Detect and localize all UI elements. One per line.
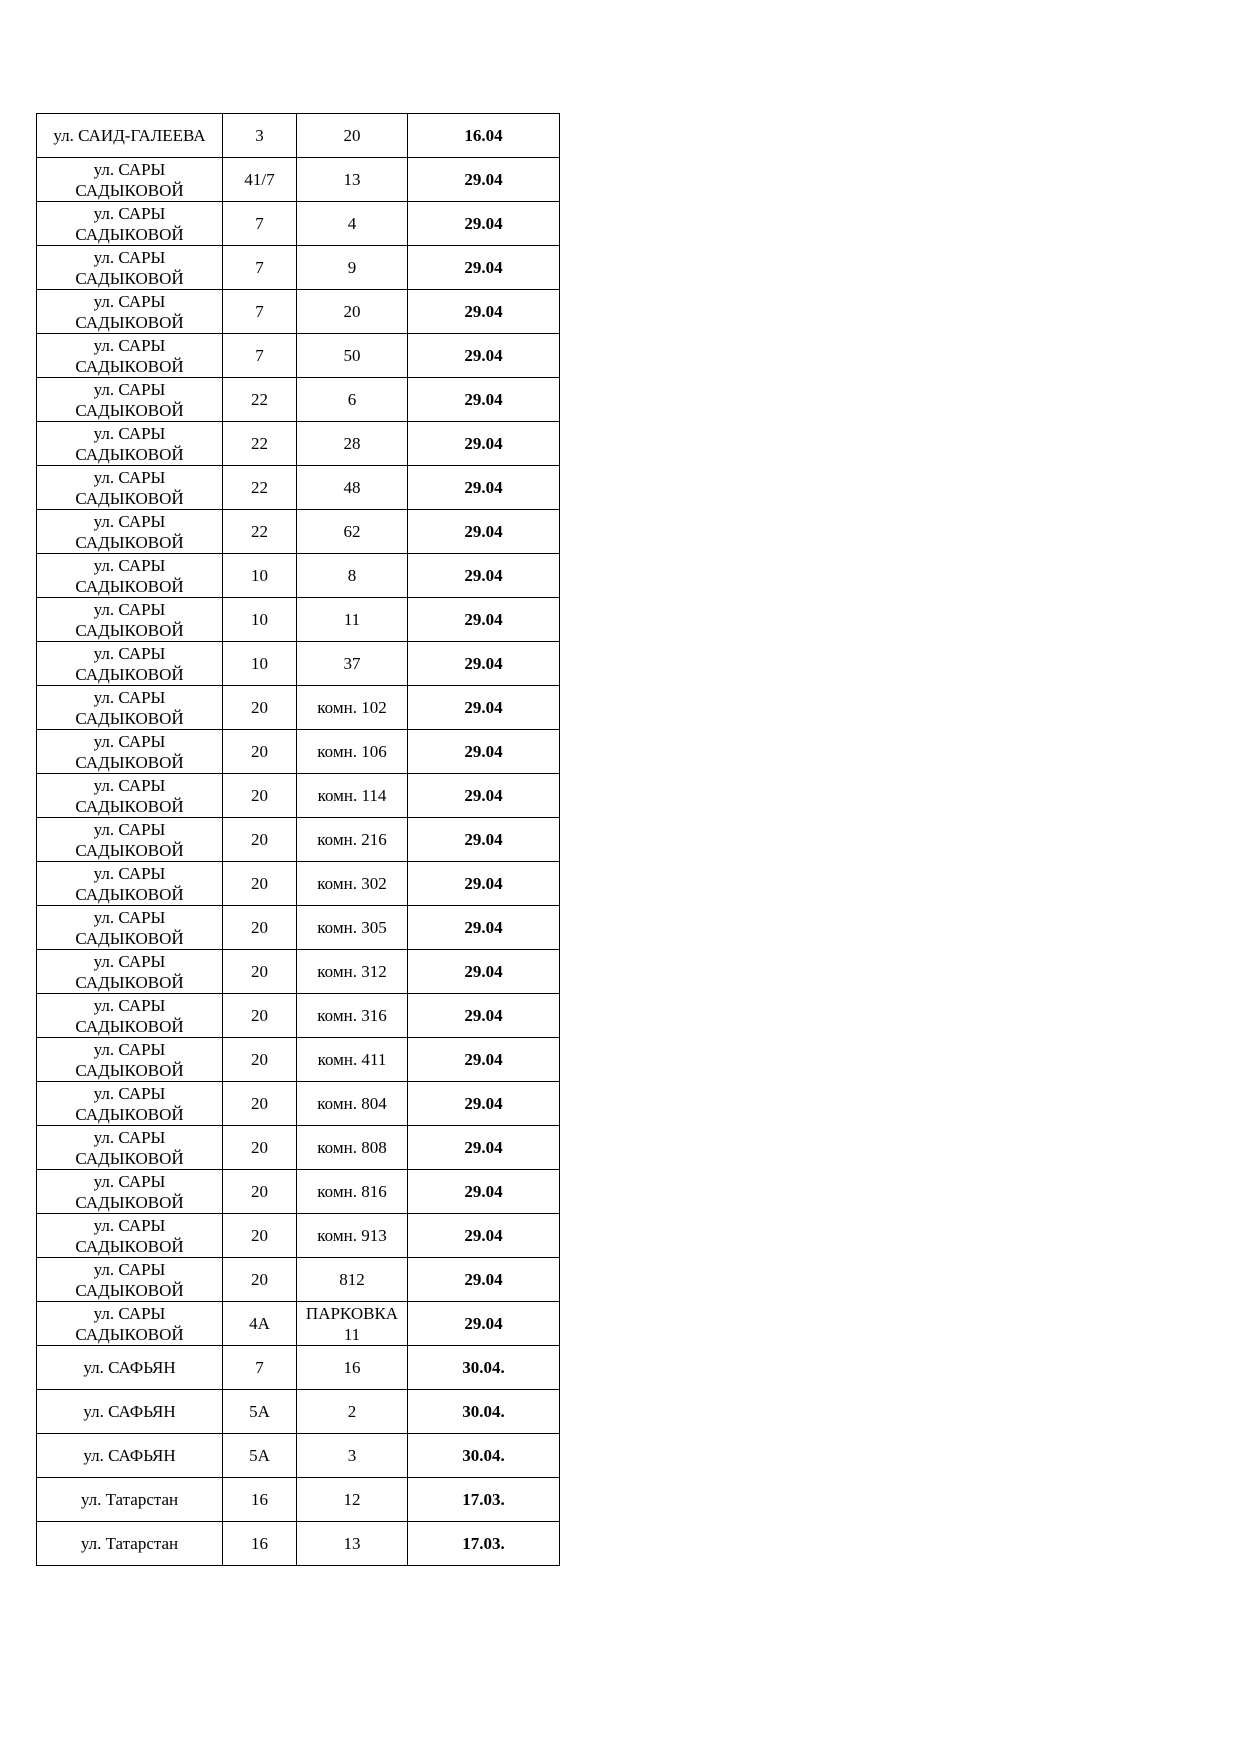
apartment-cell: 8	[297, 554, 408, 598]
apartment-cell: 37	[297, 642, 408, 686]
table-row	[37, 1302, 560, 1346]
date-cell: 29.04	[408, 906, 560, 950]
street-cell: ул. САРЫ САДЫКОВОЙ	[37, 950, 223, 994]
date-cell: 29.04	[408, 378, 560, 422]
table-row	[37, 246, 560, 290]
apartment-cell: комн. 302	[297, 862, 408, 906]
house-number-cell: 10	[223, 642, 297, 686]
apartment-cell: комн. 804	[297, 1082, 408, 1126]
street-cell: ул. САРЫ САДЫКОВОЙ	[37, 1038, 223, 1082]
apartment-cell: комн. 312	[297, 950, 408, 994]
apartment-cell: ПАРКОВКА 11	[297, 1302, 408, 1346]
street-cell: ул. САРЫ САДЫКОВОЙ	[37, 774, 223, 818]
apartment-cell: 48	[297, 466, 408, 510]
house-number-cell: 7	[223, 290, 297, 334]
date-cell: 30.04.	[408, 1346, 560, 1390]
apartment-cell: комн. 102	[297, 686, 408, 730]
date-cell: 29.04	[408, 1258, 560, 1302]
street-cell: ул. САРЫ САДЫКОВОЙ	[37, 422, 223, 466]
table-row	[37, 994, 560, 1038]
street-cell: ул. САРЫ САДЫКОВОЙ	[37, 1170, 223, 1214]
apartment-cell: 12	[297, 1478, 408, 1522]
date-cell: 29.04	[408, 334, 560, 378]
table-row	[37, 862, 560, 906]
apartment-cell: комн. 411	[297, 1038, 408, 1082]
house-number-cell: 5А	[223, 1390, 297, 1434]
apartment-cell: 20	[297, 114, 408, 158]
table-row	[37, 1082, 560, 1126]
date-cell: 29.04	[408, 290, 560, 334]
table-body	[37, 114, 560, 1566]
table-row	[37, 1214, 560, 1258]
table-row	[37, 730, 560, 774]
street-cell: ул. САРЫ САДЫКОВОЙ	[37, 1126, 223, 1170]
date-cell: 29.04	[408, 158, 560, 202]
house-number-cell: 20	[223, 818, 297, 862]
date-cell: 29.04	[408, 598, 560, 642]
apartment-cell: 6	[297, 378, 408, 422]
date-cell: 29.04	[408, 246, 560, 290]
table-row	[37, 1170, 560, 1214]
house-number-cell: 20	[223, 1258, 297, 1302]
house-number-cell: 20	[223, 686, 297, 730]
house-number-cell: 20	[223, 950, 297, 994]
date-cell: 17.03.	[408, 1478, 560, 1522]
table-row	[37, 334, 560, 378]
apartment-cell: комн. 808	[297, 1126, 408, 1170]
table-row	[37, 950, 560, 994]
table-row	[37, 774, 560, 818]
house-number-cell: 16	[223, 1522, 297, 1566]
table-row	[37, 466, 560, 510]
date-cell: 29.04	[408, 1170, 560, 1214]
apartment-cell: 28	[297, 422, 408, 466]
date-cell: 29.04	[408, 1214, 560, 1258]
apartment-cell: 9	[297, 246, 408, 290]
house-number-cell: 7	[223, 246, 297, 290]
street-cell: ул. САФЬЯН	[37, 1434, 223, 1478]
table-row	[37, 202, 560, 246]
table-row	[37, 1522, 560, 1566]
table-row	[37, 378, 560, 422]
house-number-cell: 10	[223, 554, 297, 598]
date-cell: 29.04	[408, 994, 560, 1038]
house-number-cell: 20	[223, 774, 297, 818]
table-row	[37, 510, 560, 554]
apartment-cell: комн. 913	[297, 1214, 408, 1258]
apartment-cell: 11	[297, 598, 408, 642]
table-row	[37, 1346, 560, 1390]
table-row	[37, 1390, 560, 1434]
table-row	[37, 1038, 560, 1082]
apartment-cell: 4	[297, 202, 408, 246]
table-row	[37, 1478, 560, 1522]
house-number-cell: 7	[223, 202, 297, 246]
table-row	[37, 1126, 560, 1170]
table-row	[37, 554, 560, 598]
date-cell: 29.04	[408, 642, 560, 686]
street-cell: ул. САРЫ САДЫКОВОЙ	[37, 378, 223, 422]
date-cell: 16.04	[408, 114, 560, 158]
table-row	[37, 422, 560, 466]
house-number-cell: 20	[223, 1170, 297, 1214]
date-cell: 29.04	[408, 1126, 560, 1170]
date-cell: 29.04	[408, 818, 560, 862]
house-number-cell: 7	[223, 334, 297, 378]
address-schedule-table	[36, 113, 560, 1566]
house-number-cell: 3	[223, 114, 297, 158]
house-number-cell: 41/7	[223, 158, 297, 202]
house-number-cell: 20	[223, 906, 297, 950]
street-cell: ул. САИД-ГАЛЕЕВА	[37, 114, 223, 158]
apartment-cell: 20	[297, 290, 408, 334]
apartment-cell: комн. 106	[297, 730, 408, 774]
apartment-cell: 812	[297, 1258, 408, 1302]
house-number-cell: 10	[223, 598, 297, 642]
apartment-cell: 16	[297, 1346, 408, 1390]
street-cell: ул. САРЫ САДЫКОВОЙ	[37, 906, 223, 950]
table-row	[37, 1434, 560, 1478]
date-cell: 29.04	[408, 466, 560, 510]
house-number-cell: 16	[223, 1478, 297, 1522]
apartment-cell: комн. 305	[297, 906, 408, 950]
date-cell: 17.03.	[408, 1522, 560, 1566]
house-number-cell: 20	[223, 1082, 297, 1126]
table-row	[37, 906, 560, 950]
house-number-cell: 20	[223, 1038, 297, 1082]
apartment-cell: 13	[297, 158, 408, 202]
date-cell: 29.04	[408, 202, 560, 246]
street-cell: ул. САРЫ САДЫКОВОЙ	[37, 510, 223, 554]
table-row	[37, 818, 560, 862]
street-cell: ул. САРЫ САДЫКОВОЙ	[37, 686, 223, 730]
date-cell: 29.04	[408, 1082, 560, 1126]
street-cell: ул. САРЫ САДЫКОВОЙ	[37, 334, 223, 378]
apartment-cell: 13	[297, 1522, 408, 1566]
apartment-cell: комн. 114	[297, 774, 408, 818]
apartment-cell: 50	[297, 334, 408, 378]
street-cell: ул. САРЫ САДЫКОВОЙ	[37, 1302, 223, 1346]
street-cell: ул. САРЫ САДЫКОВОЙ	[37, 598, 223, 642]
street-cell: ул. Татарстан	[37, 1522, 223, 1566]
date-cell: 29.04	[408, 422, 560, 466]
street-cell: ул. САРЫ САДЫКОВОЙ	[37, 202, 223, 246]
street-cell: ул. САРЫ САДЫКОВОЙ	[37, 862, 223, 906]
table-row	[37, 598, 560, 642]
street-cell: ул. Татарстан	[37, 1478, 223, 1522]
table-row	[37, 158, 560, 202]
table-row	[37, 1258, 560, 1302]
table-row	[37, 686, 560, 730]
date-cell: 29.04	[408, 862, 560, 906]
house-number-cell: 20	[223, 994, 297, 1038]
table-row	[37, 114, 560, 158]
table-row	[37, 290, 560, 334]
apartment-cell: комн. 216	[297, 818, 408, 862]
date-cell: 29.04	[408, 774, 560, 818]
street-cell: ул. САФЬЯН	[37, 1346, 223, 1390]
date-cell: 30.04.	[408, 1434, 560, 1478]
house-number-cell: 7	[223, 1346, 297, 1390]
street-cell: ул. САРЫ САДЫКОВОЙ	[37, 158, 223, 202]
house-number-cell: 20	[223, 730, 297, 774]
date-cell: 29.04	[408, 1302, 560, 1346]
street-cell: ул. САРЫ САДЫКОВОЙ	[37, 290, 223, 334]
date-cell: 30.04.	[408, 1390, 560, 1434]
street-cell: ул. САРЫ САДЫКОВОЙ	[37, 1258, 223, 1302]
house-number-cell: 22	[223, 422, 297, 466]
house-number-cell: 4А	[223, 1302, 297, 1346]
house-number-cell: 20	[223, 1214, 297, 1258]
street-cell: ул. САФЬЯН	[37, 1390, 223, 1434]
street-cell: ул. САРЫ САДЫКОВОЙ	[37, 1214, 223, 1258]
date-cell: 29.04	[408, 510, 560, 554]
street-cell: ул. САРЫ САДЫКОВОЙ	[37, 730, 223, 774]
apartment-cell: 2	[297, 1390, 408, 1434]
street-cell: ул. САРЫ САДЫКОВОЙ	[37, 246, 223, 290]
date-cell: 29.04	[408, 730, 560, 774]
street-cell: ул. САРЫ САДЫКОВОЙ	[37, 642, 223, 686]
apartment-cell: 62	[297, 510, 408, 554]
house-number-cell: 22	[223, 466, 297, 510]
street-cell: ул. САРЫ САДЫКОВОЙ	[37, 818, 223, 862]
street-cell: ул. САРЫ САДЫКОВОЙ	[37, 1082, 223, 1126]
date-cell: 29.04	[408, 1038, 560, 1082]
apartment-cell: комн. 816	[297, 1170, 408, 1214]
house-number-cell: 20	[223, 862, 297, 906]
date-cell: 29.04	[408, 950, 560, 994]
street-cell: ул. САРЫ САДЫКОВОЙ	[37, 466, 223, 510]
apartment-cell: 3	[297, 1434, 408, 1478]
house-number-cell: 20	[223, 1126, 297, 1170]
house-number-cell: 5А	[223, 1434, 297, 1478]
house-number-cell: 22	[223, 378, 297, 422]
house-number-cell: 22	[223, 510, 297, 554]
apartment-cell: комн. 316	[297, 994, 408, 1038]
date-cell: 29.04	[408, 554, 560, 598]
table-row	[37, 642, 560, 686]
date-cell: 29.04	[408, 686, 560, 730]
street-cell: ул. САРЫ САДЫКОВОЙ	[37, 994, 223, 1038]
street-cell: ул. САРЫ САДЫКОВОЙ	[37, 554, 223, 598]
